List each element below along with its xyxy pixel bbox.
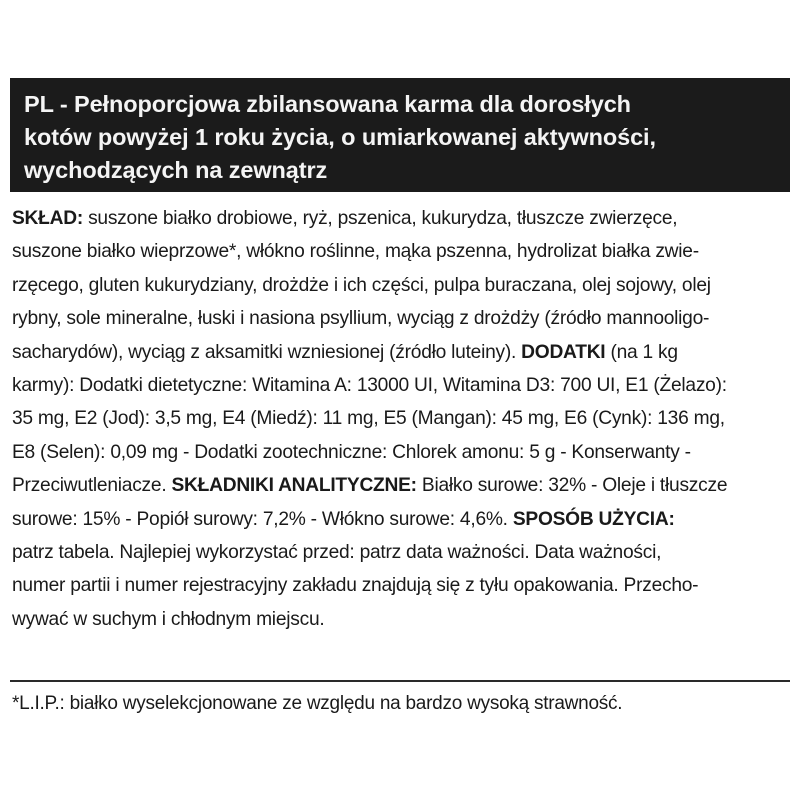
body-line (12, 569, 792, 602)
divider-line (10, 680, 790, 682)
footnote: *L.I.P.: białko wyselekcjonowane ze względu na bardzo wysoką strawność. (12, 693, 623, 714)
body-text-run: surowe: 15% - Popiół surowy: 7,2% - Włókno surowe: 4,6%. (12, 508, 513, 530)
body-text-run: 35 mg, E2 (Jod): 3,5 mg, E4 (Miedź): 11 mg, E5 (Mangan): 45 mg, E6 (Cynk): 136 mg, (12, 408, 725, 430)
body-text-run: rybny, sole mineralne, łuski i nasiona psyllium, wyciąg z drożdży (źródło mannooligo- (12, 308, 710, 330)
body-text-run: karmy): Dodatki dietetyczne: Witamina A: 13000 UI, Witamina D3: 700 UI, E1 (Żelazo): (12, 374, 727, 396)
composition-text (12, 202, 792, 636)
section-heading: SKŁAD: (12, 208, 83, 229)
body-line (12, 302, 792, 335)
body-text-run: sacharydów), wyciąg z aksamitki wzniesionej (źródło luteiny). (12, 341, 522, 363)
body-line (12, 402, 792, 435)
section-heading: SKŁADNIKI ANALITYCZNE: (171, 475, 417, 497)
header-banner (10, 78, 790, 192)
body-text-run: patrz tabela. Najlepiej wykorzystać przed: patrz data ważności. Data ważności, (12, 541, 662, 563)
body-line (12, 202, 792, 235)
body-text-run: Przeciwutleniacze. (12, 475, 172, 497)
body-line (12, 603, 792, 636)
body-line (12, 336, 792, 369)
body-text-run: Białko surowe: 32% - Oleje i tłuszcze (416, 475, 728, 497)
body-text-run: (na 1 kg (605, 341, 678, 363)
body-line (12, 503, 792, 536)
body-text-run: numer partii i numer rejestracyjny zakładu znajdują się z tyłu opakowania. Przecho- (12, 575, 699, 597)
body-line (12, 436, 792, 469)
body-line (12, 469, 792, 502)
section-heading: SPOSÓB UŻYCIA: (512, 508, 675, 530)
body-text-run: suszone białko wieprzowe*, włókno roślinne, mąka pszenna, hydrolizat białka zwie- (12, 241, 699, 263)
header-line-1: PL - Pełnoporcjowa zbilansowana karma dla dorosłych (24, 91, 631, 117)
body-line (12, 369, 792, 402)
header-line-3: wychodzących na zewnątrz (24, 157, 328, 183)
body-line (12, 269, 792, 302)
body-text-run: suszone białko drobiowe, ryż, pszenica, kukurydza, tłuszcze zwierzęce, (82, 208, 678, 229)
header-line-2: kotów powyżej 1 roku życia, o umiarkowanej aktywności, (24, 124, 656, 150)
body-text-run: rzęcego, gluten kukurydziany, drożdże i ich części, pulpa buraczana, olej sojowy, olej (12, 274, 711, 296)
body-text-run: E8 (Selen): 0,09 mg - Dodatki zootechniczne: Chlorek amonu: 5 g - Konserwanty - (12, 441, 691, 463)
body-line (12, 536, 792, 569)
body-text-run: wywać w suchym i chłodnym miejscu. (12, 608, 325, 630)
body-line (12, 235, 792, 268)
section-heading: DODATKI (521, 341, 606, 363)
